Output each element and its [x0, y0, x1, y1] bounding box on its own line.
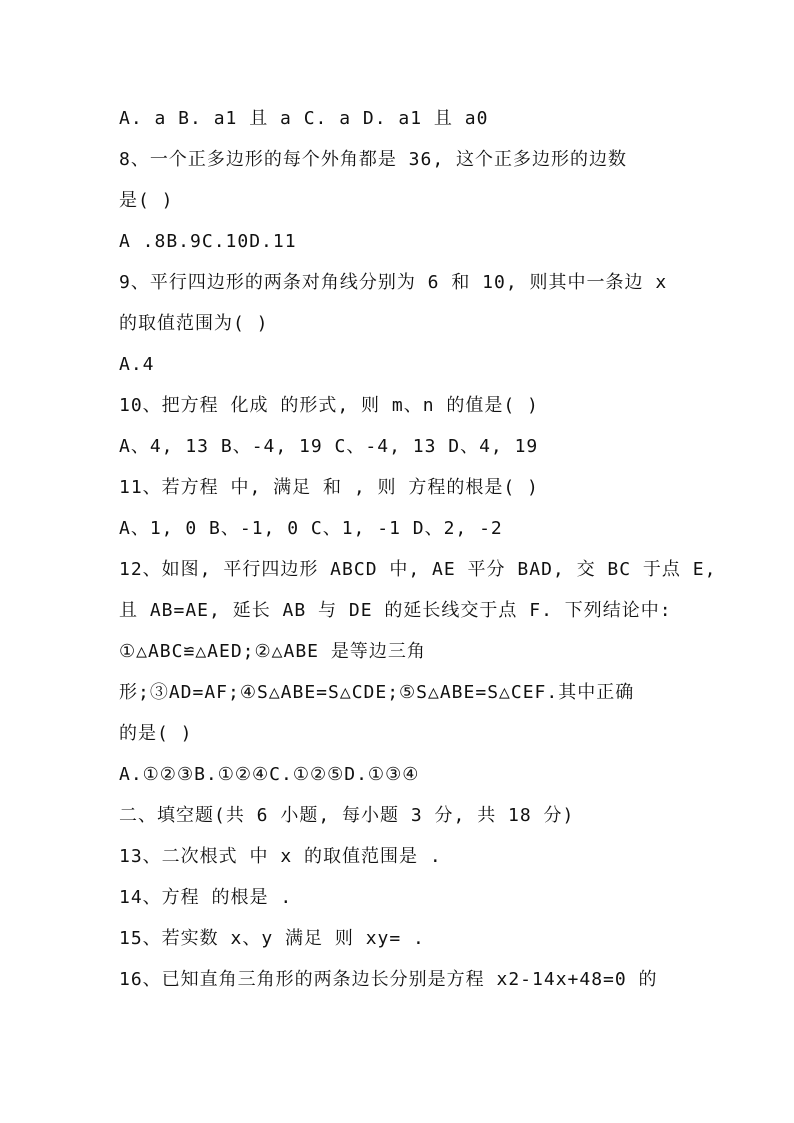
q9-stem-line1: 9、平行四边形的两条对角线分别为 6 和 10, 则其中一条边 x	[119, 272, 668, 293]
q9-stem-line2: 的取值范围为( )	[119, 313, 269, 334]
q12-stem-line1: 12、如图, 平行四边形 ABCD 中, AE 平分 BAD, 交 BC 于点 E,	[119, 559, 717, 580]
q8-stem-line2: 是( )	[119, 190, 174, 211]
q8-options: A .8B.9C.10D.11	[119, 231, 297, 252]
q11-stem: 11、若方程 中, 满足 和 , 则 方程的根是( )	[119, 477, 539, 498]
q16-stem: 16、已知直角三角形的两条边长分别是方程 x2-14x+48=0 的	[119, 969, 658, 990]
q9-options: A.4	[119, 354, 155, 375]
q14-stem: 14、方程 的根是 .	[119, 887, 293, 908]
q8-stem-line1: 8、一个正多边形的每个外角都是 36, 这个正多边形的边数	[119, 149, 628, 170]
q12-stem-line5: 的是( )	[119, 723, 193, 744]
q7-options: A. a B. a1 且 a C. a D. a1 且 a0	[119, 108, 489, 129]
q12-options: A.①②③B.①②④C.①②⑤D.①③④	[119, 764, 420, 785]
q10-options: A、4, 13 B、-4, 19 C、-4, 13 D、4, 19	[119, 436, 539, 457]
q12-stem-line4: 形;③AD=AF;④S△ABE=S△CDE;⑤S△ABE=S△CEF.其中正确	[119, 682, 635, 703]
q13-stem: 13、二次根式 中 x 的取值范围是 .	[119, 846, 442, 867]
section-fill-in-heading: 二、填空题(共 6 小题, 每小题 3 分, 共 18 分)	[119, 805, 575, 826]
q15-stem: 15、若实数 x、y 满足 则 xy= .	[119, 928, 425, 949]
q11-options: A、1, 0 B、-1, 0 C、1, -1 D、2, -2	[119, 518, 503, 539]
q12-stem-line2: 且 AB=AE, 延长 AB 与 DE 的延长线交于点 F. 下列结论中:	[119, 600, 672, 621]
q10-stem: 10、把方程 化成 的形式, 则 m、n 的值是( )	[119, 395, 539, 416]
q12-stem-line3: ①△ABC≌△AED;②△ABE 是等边三角	[119, 641, 426, 662]
